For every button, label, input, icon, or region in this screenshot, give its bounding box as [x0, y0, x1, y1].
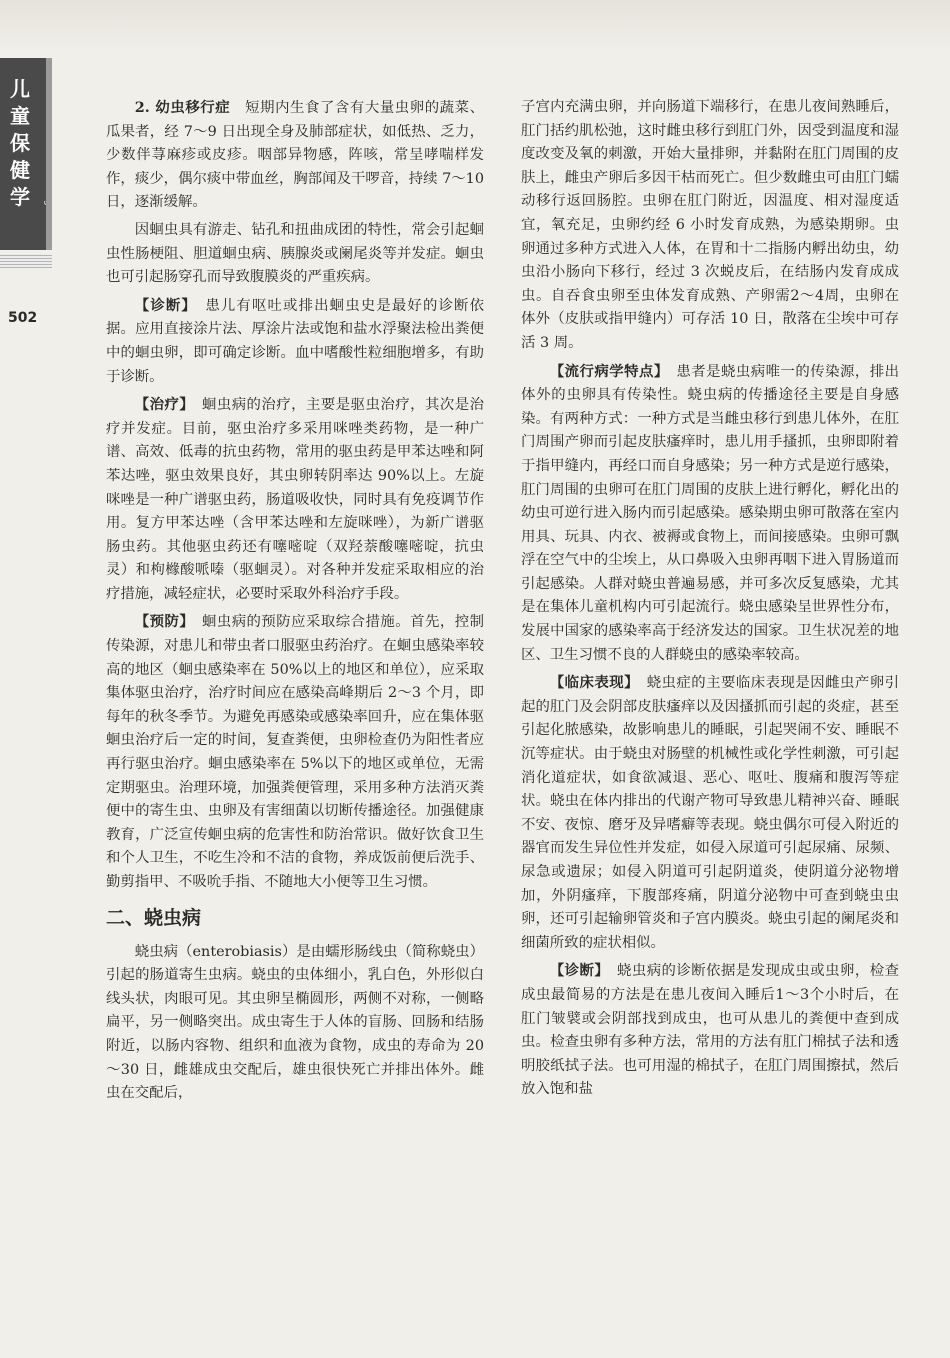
paragraph-text: 蛔虫病的治疗，主要是驱虫治疗，其次是治疗并发症。目前，驱虫治疗多采用咪唑类药物，是一种广谱、高效、低毒的抗虫药物，常用的驱虫药是甲苯达唑和阿苯达唑，驱虫效果良好，其虫卵转阴率达 90%以上。左旋咪唑是一种广谱驱虫药，肠道吸收快，同时具有免疫调节作用。复方甲苯达唑（含甲苯达唑和左旋咪唑），为新广谱驱肠虫药。其他驱虫药还有噻嘧啶（双羟萘酸噻嘧啶，抗虫灵）和枸橼酸哌嗪（驱蛔灵）。对各种并发症采取相应的治疗措施，减轻症状，必要时采取外科治疗手段。	[106, 397, 484, 602]
paragraph-larva-migrans	[106, 96, 484, 215]
paragraph-text: 子宫内充满虫卵，并向肠道下端移行，在患儿夜间熟睡后，肛门括约肌松弛，这时雌虫移行到肛门外，因受到温度和湿度改变及氧的刺激，开始大量排卵，并黏附在肛门周围的皮肤上，雌虫产卵后多因干枯而死亡。但少数雌虫可由肛门蠕动移行返回肠腔。虫卵在肛门附近，因温度、相对湿度适宜，氧充足，虫卵约经 6 小时发育成熟，为感染期卵。虫卵通过多种方式进入人体，在胃和十二指肠内孵出幼虫，幼虫沿小肠向下移行，经过 3 次蜕皮后，在结肠内发育成成虫。自吞食虫卵至虫体发育成熟、产卵需2～4周，虫卵在体外（皮肤或指甲缝内）可存活 10 日，散落在尘埃中可存活 3 周。	[521, 99, 899, 351]
paragraph-prevention	[106, 610, 484, 894]
paragraph-diagnosis	[106, 294, 484, 389]
book-title: 儿童保健学	[10, 77, 30, 209]
paragraph-lifecycle	[521, 96, 899, 356]
left-column	[106, 96, 484, 1106]
paragraph-complications	[106, 219, 484, 290]
sidebar	[0, 48, 55, 1358]
paragraph-epidemiology	[521, 360, 899, 668]
paragraph-enterobiasis-intro	[106, 941, 484, 1106]
paragraph-text: 蛲虫症的主要临床表现是因雌虫产卵引起的肛门及会阴部皮肤瘙痒以及因搔抓而引起的炎症，甚至引起化脓感染，故影响患儿的睡眠，引起哭闹不安、睡眠不沉等症状。由于蛲虫对肠壁的机械性或化学性刺激，可引起消化道症状，如食欲减退、恶心、呕吐、腹痛和腹泻等症状。蛲虫在体内排出的代谢产物可导致患儿精神兴奋、睡眠不安、夜惊、磨牙及异嗜癖等表现。蛲虫偶尔可侵入附近的器官而发生异位性并发症，如侵入尿道可引起尿痛、尿频、尿急或遗尿；如侵入阴道可引起阴道炎，使阴道分泌物增加，外阴瘙痒，下腹部疼痛，阴道分泌物中可查到蛲虫虫卵，还可引起输卵管炎和子宫内膜炎。蛲虫引起的阑尾炎和细菌所致的症状相似。	[521, 675, 899, 951]
section-tag: 【流行病学特点】	[549, 362, 662, 380]
section-tag: 【临床表现】	[549, 674, 632, 692]
paragraph-text: 蛔虫病的预防应采取综合措施。首先，控制传染源，对患儿和带虫者口服驱虫药治疗。在蛔虫感染率较高的地区（蛔虫感染率在 50%以上的地区和单位），应采取集体驱虫治疗，治疗时间应在感染高峰期后 2～3 个月，即每年的秋冬季节。为避免再感染或感染率回升，应在集体驱蛔虫治疗后一定的时间，复查粪便，虫卵检查仍为阳性者应再行驱虫治疗。蛔虫感染率在 5%以下的地区或单位，无需定期驱虫。治理环境，加强粪便管理，采用多种方法消灭粪便中的寄生虫、虫卵及有害细菌以切断传播途径。加强健康教育，广泛宣传蛔虫病的危害性和防治常识。做好饮食卫生和个人卫生，不吃生冷和不洁的食物，养成饭前便后洗手、勤剪指甲、不吸吮手指、不随地大小便等卫生习惯。	[106, 614, 484, 890]
section-tag: 【诊断】	[549, 962, 603, 980]
top-band	[0, 0, 950, 48]
paragraph-text: 短期内生食了含有大量虫卵的蔬菜、瓜果者，经 7～9 日出现全身及肺部症状，如低热、乏力，少数伴荨麻疹或皮疹。咽部异物感，阵咳，常呈哮喘样发作，痰少，偶尔痰中带血丝，胸部闻及干啰音，持续 7～10 日，逐渐缓解。	[106, 100, 484, 211]
section-tag: 【治疗】	[134, 396, 188, 414]
section-tag: 【诊断】	[134, 296, 190, 314]
section-tag: 2. 幼虫移行症	[134, 99, 231, 116]
section-heading: 二、蛲虫病	[106, 906, 202, 929]
section-tag: 【预防】	[134, 613, 188, 631]
page-number: 502	[8, 310, 38, 326]
paragraph-treatment	[106, 393, 484, 606]
sidebar-hatch	[0, 254, 52, 268]
paragraph-diagnosis-pinworm	[521, 959, 899, 1102]
paragraph-text: 因蛔虫具有游走、钻孔和扭曲成团的特性，常会引起蛔虫性肠梗阻、胆道蛔虫病、胰腺炎或阑尾炎等并发症。蛔虫也可引起肠穿孔而导致腹膜炎的严重疾病。	[106, 221, 484, 286]
right-column	[521, 96, 899, 1102]
paragraph-text: 患者是蛲虫病唯一的传染源，排出体外的虫卵具有传染性。蛲虫病的传播途径主要是自身感染。有两种方式：一种方式是当雌虫移行到患儿体外，在肛门周围产卵而引起皮肤瘙痒时，患儿用手搔抓，虫卵即附着于指甲缝内，再经口而自身感染；另一种方式是逆行感染，肛门周围的虫卵可在肛门周围的皮肤上进行孵化，孵化出的幼虫可逆行进入肠内而引起感染。感染期虫卵可散落在室内用具、玩具、内衣、被褥或食物上，而间接感染。虫卵可飘浮在空气中的尘埃上，从口鼻吸入虫卵再咽下进入胃肠道而引起感染。人群对蛲虫普遍易感，并可多次反复感染，尤其是在集体儿童机构内可引起流行。蛲虫感染呈世界性分布，发展中国家的感染率高于经济发达的国家。卫生状况差的地区、卫生习惯不良的人群蛲虫的感染率较高。	[521, 363, 899, 663]
sidebar-stripe	[46, 58, 52, 250]
paragraph-text: 蛲虫病（enterobiasis）是由蠕形肠线虫（简称蛲虫）引起的肠道寄生虫病。蛲虫的虫体细小，乳白色，外形似白线头状，肉眼可见。其虫卵呈椭圆形，两侧不对称，一侧略扁平，另一侧略突出。成虫寄生于人体的盲肠、回肠和结肠附近，以肠内容物、组织和血液为食物，成虫的寿命为 20～30 日，雌雄成虫交配后，雄虫很快死亡并排出体外。雌虫在交配后，	[106, 943, 484, 1102]
paragraph-text: 患儿有呕吐或排出蛔虫史是最好的诊断依据。应用直接涂片法、厚涂片法或饱和盐水浮聚法检出粪便中的蛔虫卵，即可确定诊断。血中嗜酸性粒细胞增多，有助于诊断。	[106, 297, 484, 385]
paragraph-text: 蛲虫病的诊断依据是发现成虫或虫卵，检查成虫最简易的方法是在患儿夜间入睡后1～3个小时后，在肛门皱襞或会阴部找到成虫，也可从患儿的粪便中查到成虫。检查虫卵有多种方法，常用的方法有肛门棉拭子法和透明胶纸拭子法。也可用湿的棉拭子，在肛门周围擦拭，然后放入饱和盐	[521, 963, 899, 1098]
paragraph-clinical	[521, 671, 899, 955]
sidebar-tab	[0, 58, 52, 250]
